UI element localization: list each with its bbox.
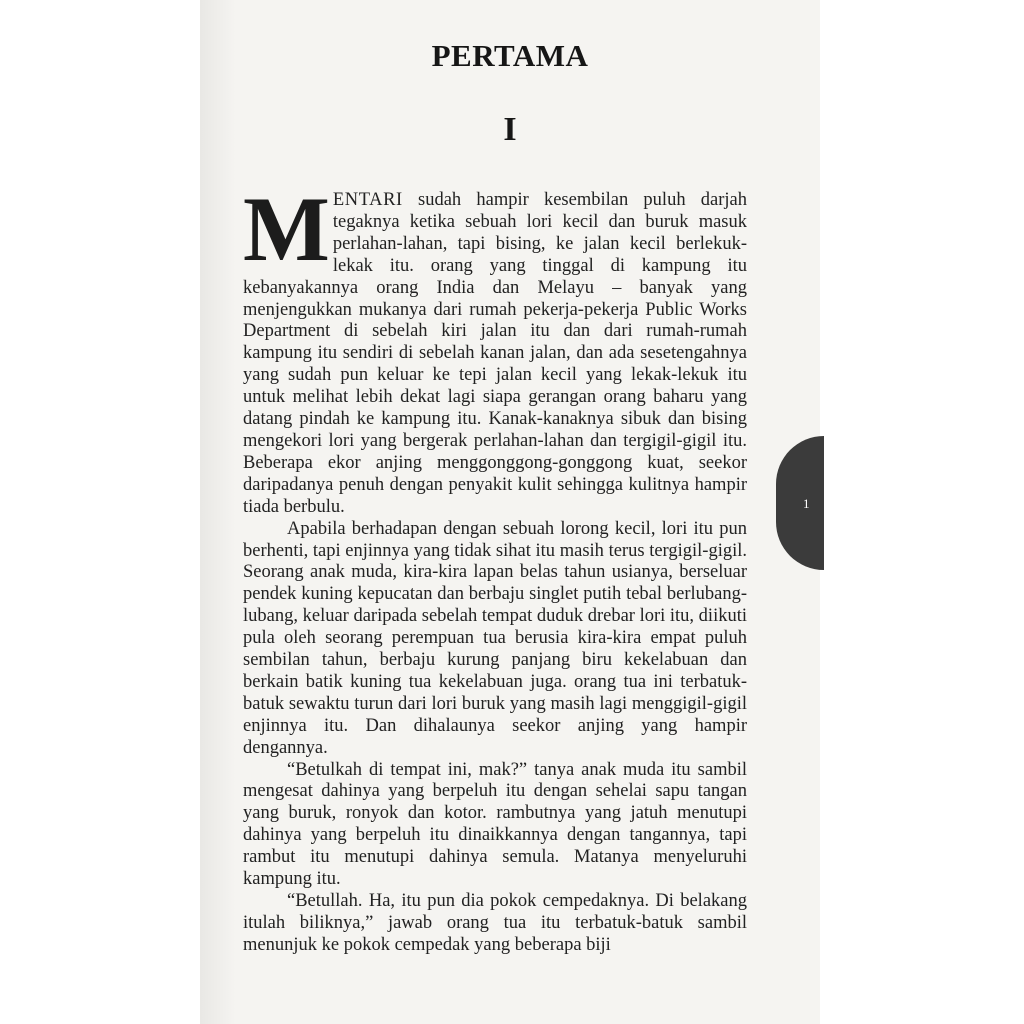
chapter-title: PERTAMA: [431, 38, 589, 73]
paragraph-1: [243, 178, 747, 519]
page-margin-right: [820, 0, 1024, 1024]
opening-word: ENTARI: [332, 190, 403, 210]
body-text: [243, 178, 747, 957]
paragraph-2: Apabila berhadapan dengan sebuah lorong kecil, lori itu pun berhenti, tapi enjinnya yang tidak sihat itu masih terus tergigil-gigil. Seorang anak muda, kira-kira lapan belas tahun usianya, berseluar pendek kuning kepucatan dan berbaju singlet putih tebal berlubang-lubang, keluar daripada sebelah tempat duduk drebar lori itu, diikuti pula oleh seorang perempuan tua berusia kira-kira empat puluh sembilan tahun, berbaju kurung panjang biru kekelabuan dan berkain batik kuning tua kekelabuan juga. orang tua ini terbatuk-batuk sewaktu turun dari lori buruk yang masih lagi menggigil-gigil enjinnya itu. Dan dihalaunya seekor anjing yang hampir dengannya.: [243, 518, 747, 758]
paragraph-4: “Betullah. Ha, itu pun dia pokok cempedaknya. Di belakang itulah biliknya,” jawab orang tua itu terbatuk-batuk sambil menunjuk ke pokok cempedak yang beberapa biji: [243, 891, 747, 955]
section-numeral: I: [503, 111, 517, 148]
paragraph-1-text: sudah hampir kesembilan puluh darjah tegaknya ketika sebuah lori kecil dan buruk masuk perlahan-lahan, tapi bising, ke jalan kecil berlekuk-lekak itu. orang yang tinggal di kampung itu kebanyakannya orang India dan Melayu – banyak yang menjengukkan mukanya dari rumah pekerja-pekerja Public Works Department di sebelah kiri jalan itu dan dari rumah-rumah kampung itu sendiri di sebelah kanan jalan, dan ada sesetengahnya yang sudah pun keluar ke tepi jalan kecil yang lekak-lekuk itu untuk melihat lebih dekat lagi siapa gerangan orang baharu yang datang pindah ke kampung itu. Kanak-kanaknya sibuk dan bising mengekori lori yang bergerak perlahan-lahan dan tergigil-gigil itu. Beberapa ekor anjing menggonggong-gonggong kuat, seekor daripadanya penuh dengan penyakit kulit sehingga kulitnya hampir tiada berbulu.: [243, 190, 747, 517]
paragraph-3: “Betulkah di tempat ini, mak?” tanya anak muda itu sambil mengesat dahinya yang berpeluh itu dengan sehelai sapu tangan yang buruk, ronyok dan kotor. rambutnya yang jatuh menutupi dahinya yang berpeluh itu dinaikkannya dengan tangannya, tapi rambut itu menutupi dahinya semula. Matanya menyeluruhi kampung itu.: [243, 759, 747, 890]
page-number: 1: [803, 496, 810, 511]
drop-cap: M: [243, 178, 330, 280]
page-gutter-shadow: [200, 0, 236, 1024]
